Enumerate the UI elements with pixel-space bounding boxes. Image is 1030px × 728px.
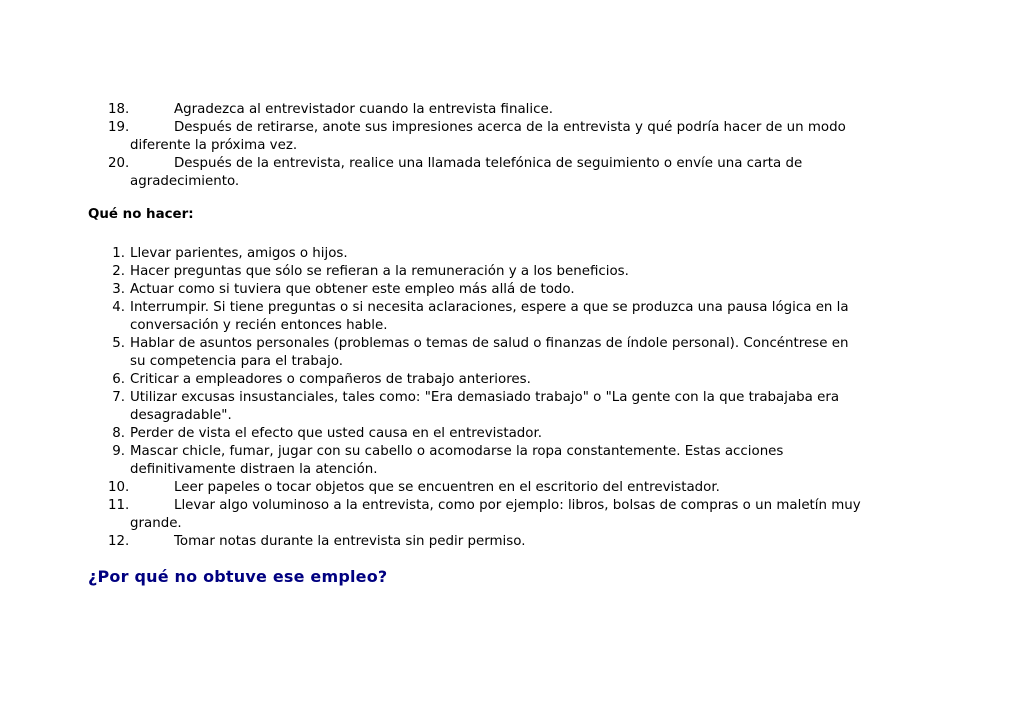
list-item-text: Agradezca al entrevistador cuando la entrevista finalice. — [174, 102, 553, 117]
list-item-number: 8. — [112, 426, 125, 441]
list-item-number: 5. — [112, 336, 125, 351]
list-item-number: 10. — [108, 480, 130, 495]
list-item — [0, 389, 1030, 425]
list-item-text: Interrumpir. Si tiene preguntas o si necesita aclaraciones, espere a que se produzca una pausa lógica en la — [130, 300, 849, 315]
list-item-text-continuation: grande. — [130, 516, 182, 531]
list-item-text: Después de retirarse, anote sus impresiones acerca de la entrevista y qué podría hacer de un modo — [174, 120, 846, 135]
list-item-text: Llevar parientes, amigos o hijos. — [130, 246, 348, 261]
list-item-text-continuation: su competencia para el trabajo. — [130, 354, 344, 369]
list-item-text: Perder de vista el efecto que usted causa en el entrevistador. — [130, 426, 543, 441]
list-item-text: Tomar notas durante la entrevista sin pedir permiso. — [174, 534, 526, 549]
list-item-number: 4. — [112, 300, 125, 315]
list-item-text-continuation: conversación y recién entonces hable. — [130, 318, 388, 333]
list-item — [0, 299, 1030, 335]
list-item-number: 20. — [108, 156, 130, 171]
list-item-text: Mascar chicle, fumar, jugar con su cabello o acomodarse la ropa constantemente. Estas acciones — [130, 444, 784, 459]
section-heading: Qué no hacer: — [88, 207, 194, 222]
list-item — [0, 101, 1030, 119]
list-item — [0, 533, 1030, 551]
list-item-number: 9. — [112, 444, 125, 459]
list-item-text: Llevar algo voluminoso a la entrevista, como por ejemplo: libros, bolsas de compras o un maletín muy — [174, 498, 861, 513]
next-section-heading: ¿Por qué no obtuve ese empleo? — [88, 567, 388, 586]
list-item — [0, 281, 1030, 299]
list-item-text: Después de la entrevista, realice una llamada telefónica de seguimiento o envíe una carta de — [174, 156, 803, 171]
list-item — [0, 425, 1030, 443]
list-item-text: Hacer preguntas que sólo se refieran a la remuneración y a los beneficios. — [130, 264, 629, 279]
list-item-number: 19. — [108, 120, 130, 135]
list-item — [0, 119, 1030, 155]
list-item-text: Hablar de asuntos personales (problemas o temas de salud o finanzas de índole personal). Concéntrese en — [130, 336, 849, 351]
list-item-text: Utilizar excusas insustanciales, tales como: "Era demasiado trabajo" o "La gente con la que trabajaba era — [130, 390, 840, 405]
list-item-number: 6. — [112, 372, 125, 387]
list-item-number: 1. — [112, 246, 125, 261]
list-item-text: Criticar a empleadores o compañeros de trabajo anteriores. — [130, 372, 531, 387]
list-item-text: Actuar como si tuviera que obtener este empleo más allá de todo. — [130, 282, 575, 297]
list-item-number: 2. — [112, 264, 125, 279]
list-item-text: Leer papeles o tocar objetos que se encuentren en el escritorio del entrevistador. — [174, 480, 720, 495]
list-item — [0, 443, 1030, 479]
list-item-text-continuation: definitivamente distraen la atención. — [130, 462, 378, 477]
list-item — [0, 479, 1030, 497]
list-item — [0, 155, 1030, 191]
list-item — [0, 371, 1030, 389]
list-item-number: 11. — [108, 498, 130, 513]
list-item-text-continuation: diferente la próxima vez. — [130, 138, 298, 153]
list-item — [0, 497, 1030, 533]
list-item-number: 12. — [108, 534, 130, 549]
list-item-number: 7. — [112, 390, 125, 405]
list-item-number: 3. — [112, 282, 125, 297]
list-item-number: 18. — [108, 102, 130, 117]
list-item-text-continuation: desagradable". — [130, 408, 232, 423]
list-item-text-continuation: agradecimiento. — [130, 174, 240, 189]
dont-list — [0, 245, 1030, 551]
list-item — [0, 335, 1030, 371]
list-item — [0, 245, 1030, 263]
list-item — [0, 263, 1030, 281]
continued-list — [0, 101, 1030, 191]
